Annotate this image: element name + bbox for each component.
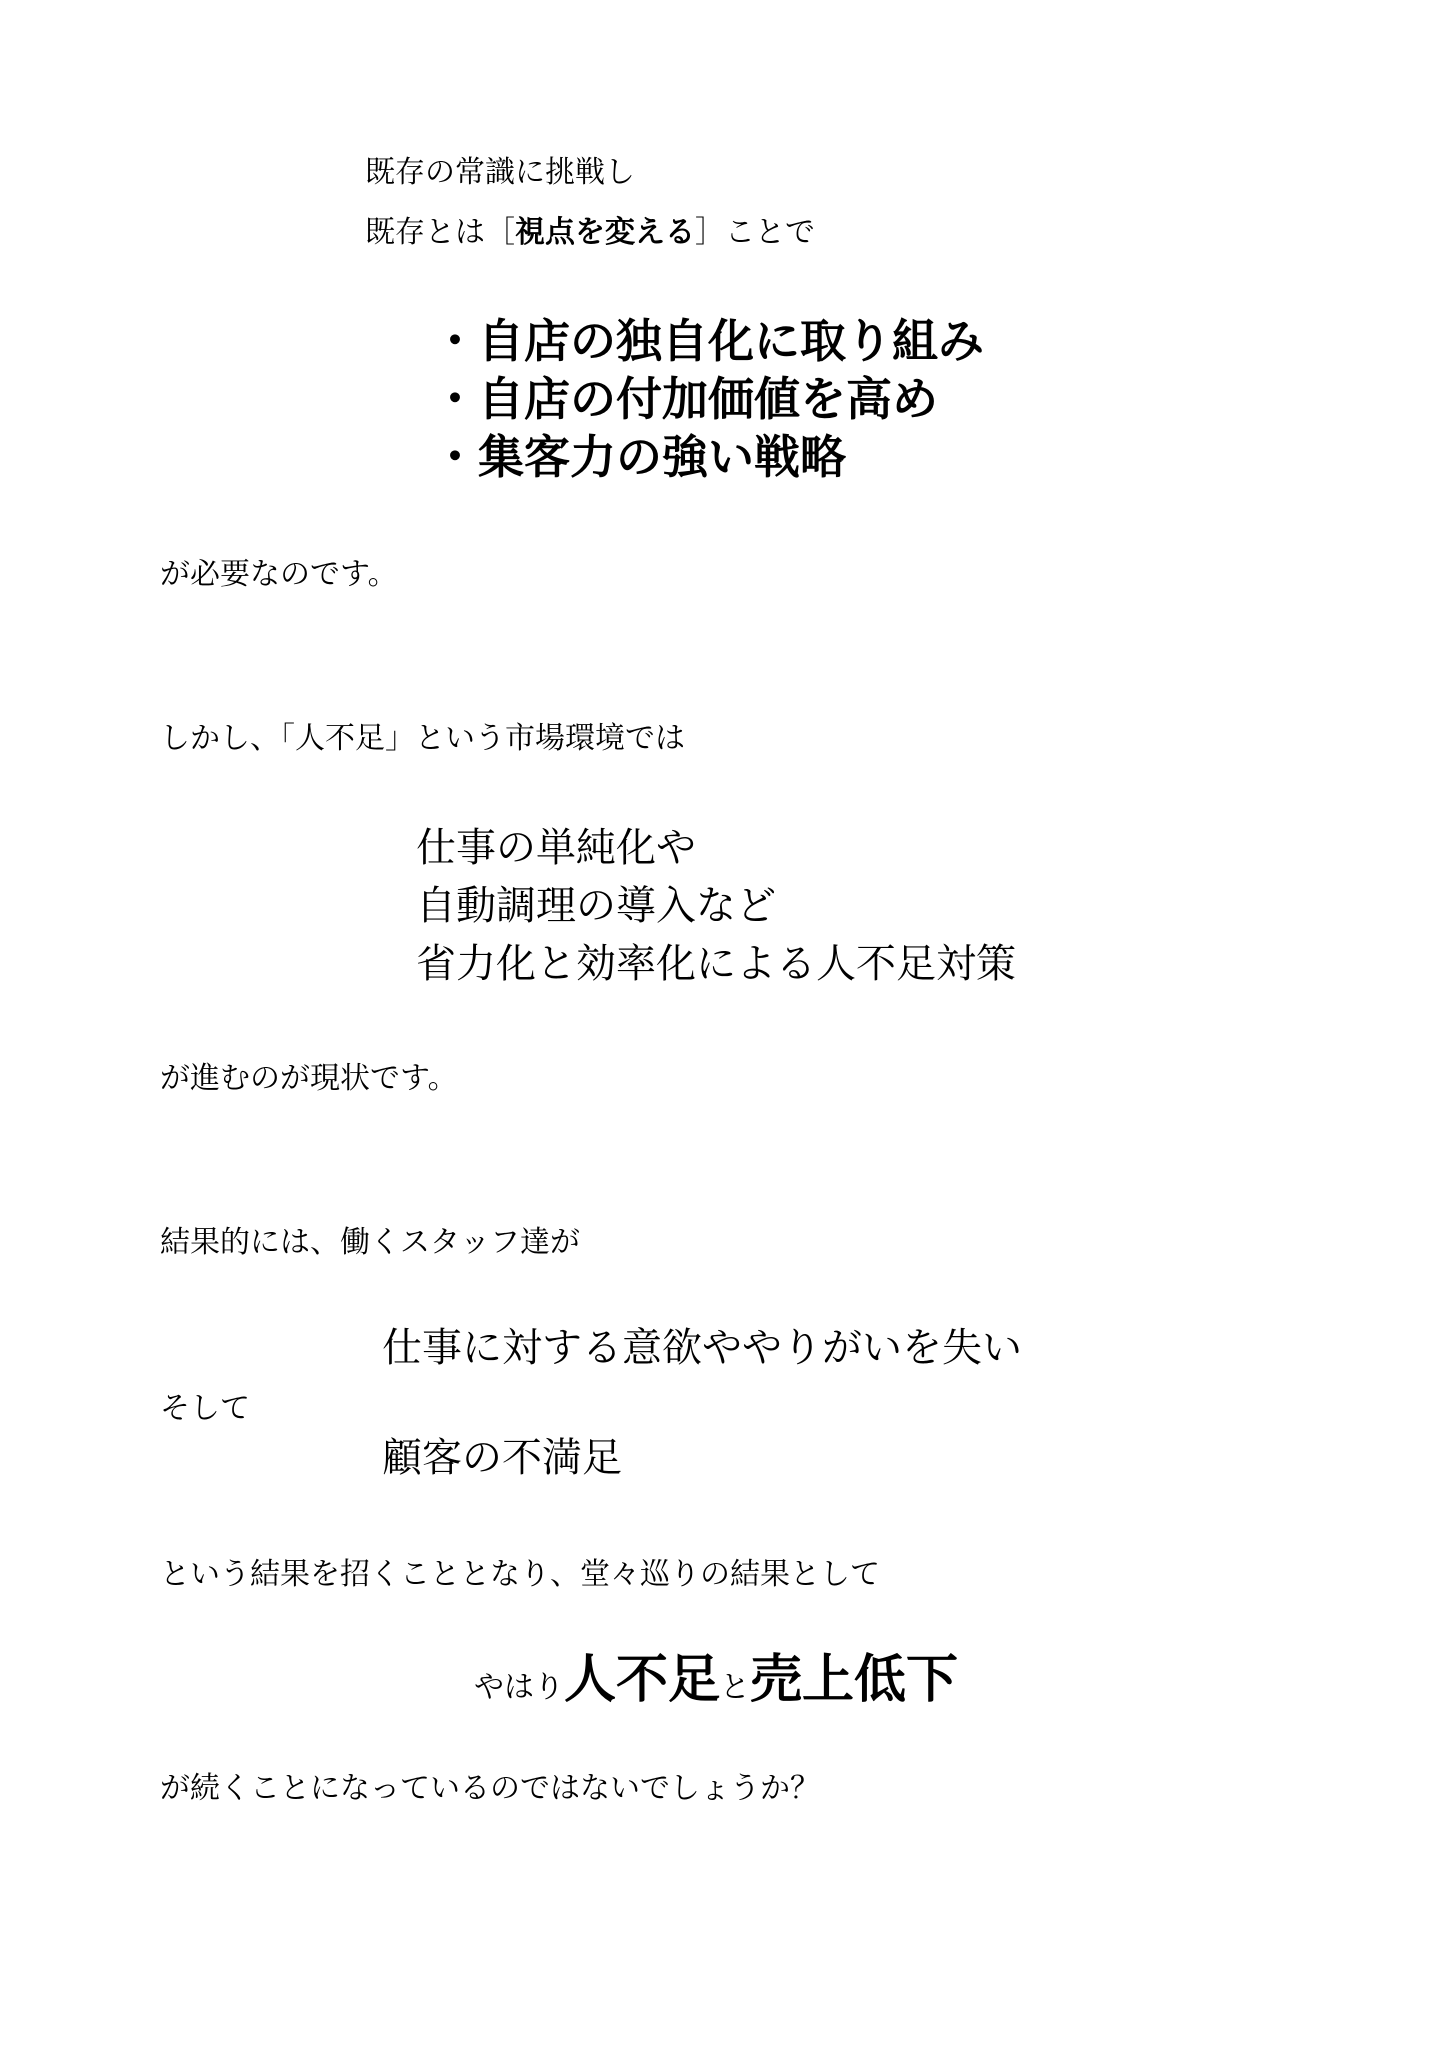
- intro-line-1: 既存の常識に挑戦し: [365, 155, 635, 190]
- intro-line-2-before: 既存とは［: [365, 215, 515, 250]
- necessity-text: が必要なのです。: [160, 557, 398, 592]
- consequence-1: 仕事に対する意欲ややりがいを失い: [382, 1325, 1022, 1371]
- intro-emphasis: 視点を変える: [515, 215, 695, 250]
- bold-list-item: ・集客力の強い戦略: [432, 430, 846, 484]
- result-intro-text: 結果的には、働くスタッフ達が: [160, 1225, 580, 1260]
- measure-item: 省力化と効率化による人不足対策: [416, 941, 1016, 987]
- conclusion-connector: と: [720, 1670, 751, 1705]
- conclusion-line: [474, 1650, 959, 1710]
- conclusion-prefix: やはり: [474, 1670, 564, 1705]
- intro-line-2-after: ］ことで: [695, 215, 815, 250]
- measure-item: 仕事の単純化や: [416, 825, 696, 871]
- bold-list-item: ・自店の付加価値を高め: [432, 372, 938, 426]
- vicious-circle-text: という結果を招くこととなり、堂々巡りの結果として: [160, 1557, 880, 1592]
- consequence-2: 顧客の不満足: [382, 1435, 622, 1481]
- however-text: しかし、「人不足」という市場環境では: [160, 721, 685, 756]
- progress-text: が進むのが現状です。: [160, 1061, 458, 1096]
- intro-line-2: [365, 215, 815, 250]
- conclusion-term-1: 人不足: [564, 1650, 721, 1710]
- and-then-text: そして: [160, 1391, 250, 1426]
- bold-list-item: ・自店の独自化に取り組み: [432, 314, 984, 368]
- measure-item: 自動調理の導入など: [416, 883, 776, 929]
- closing-text: が続くことになっているのではないでしょうか？: [160, 1771, 820, 1806]
- conclusion-term-2: 売上低下: [750, 1650, 959, 1710]
